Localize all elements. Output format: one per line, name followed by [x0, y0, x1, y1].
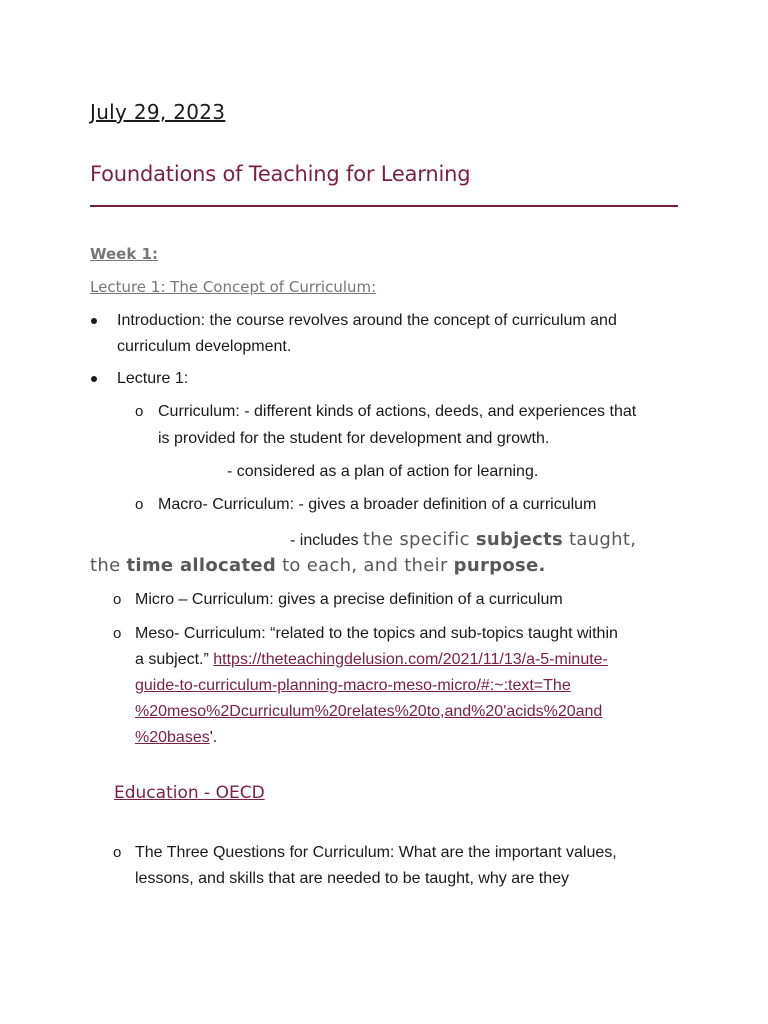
includes-time-allocated: time allocated — [126, 555, 277, 576]
meso-link-tail: '. — [209, 729, 218, 746]
includes-purpose: purpose. — [453, 555, 546, 576]
intro-line-2: curriculum development. — [117, 338, 292, 355]
lecture1-item: Lecture 1: — [117, 370, 189, 387]
meso-article-link[interactable]: https://theteachingdelusion.com/2021/11/13/a-5-minute- — [213, 651, 608, 668]
three-questions-line-1: The Three Questions for Curriculum: What are the important values, — [135, 844, 617, 861]
bullet-icon — [91, 376, 97, 382]
curriculum-line-1: Curriculum: - different kinds of actions, deeds, and experiences that — [158, 403, 637, 420]
includes-text-c: taught, — [563, 529, 637, 550]
document-title: Foundations of Teaching for Learning — [90, 162, 471, 186]
oecd-education-link[interactable]: Education - OECD — [114, 783, 265, 803]
circle-bullet-icon: o — [113, 844, 122, 861]
macro-curriculum: Macro- Curriculum: - gives a broader definition of a curriculum — [158, 496, 597, 513]
circle-bullet-icon: o — [135, 496, 144, 513]
includes-text-a: the specific — [362, 529, 476, 550]
includes-prefix: - includes — [290, 532, 363, 549]
includes-line-2 — [90, 552, 546, 581]
includes-text-f: to each, and their — [276, 555, 454, 576]
three-questions-line-2: lessons, and skills that are needed to be taught, why are they — [135, 870, 570, 887]
circle-bullet-icon: o — [135, 403, 144, 420]
meso-article-link-cont-3[interactable]: %20bases — [135, 729, 210, 746]
title-divider — [90, 205, 678, 207]
meso-article-link-cont-1[interactable]: guide-to-curriculum-planning-macro-meso-micro/#:~:text=The — [135, 677, 571, 694]
week-heading: Week 1: — [90, 245, 158, 263]
curriculum-line-3: - considered as a plan of action for learning. — [227, 463, 539, 480]
curriculum-line-2: is provided for the student for development and growth. — [158, 430, 550, 447]
intro-line-1: Introduction: the course revolves around the concept of curriculum and — [117, 312, 617, 329]
circle-bullet-icon: o — [113, 591, 122, 608]
micro-curriculum: Micro – Curriculum: gives a precise definition of a curriculum — [135, 591, 563, 608]
meso-article-link-cont-2[interactable]: %20meso%2Dcurriculum%20relates%20to,and%20'acids%20and — [135, 703, 603, 720]
meso-line-1: Meso- Curriculum: “related to the topics and sub-topics taught within — [135, 625, 618, 642]
meso-line-3 — [135, 673, 571, 699]
lecture-heading: Lecture 1: The Concept of Curriculum: — [90, 278, 377, 296]
meso-line-5 — [135, 725, 217, 751]
bullet-icon — [91, 318, 97, 324]
meso-line-2 — [135, 647, 608, 673]
circle-bullet-icon: o — [113, 625, 122, 642]
document-date: July 29, 2023 — [90, 100, 226, 124]
meso-subject-text: a subject.” — [135, 651, 214, 668]
includes-subjects: subjects — [475, 529, 564, 550]
includes-text-d: the — [90, 555, 127, 576]
includes-line-1 — [290, 526, 636, 555]
meso-line-4 — [135, 699, 602, 725]
